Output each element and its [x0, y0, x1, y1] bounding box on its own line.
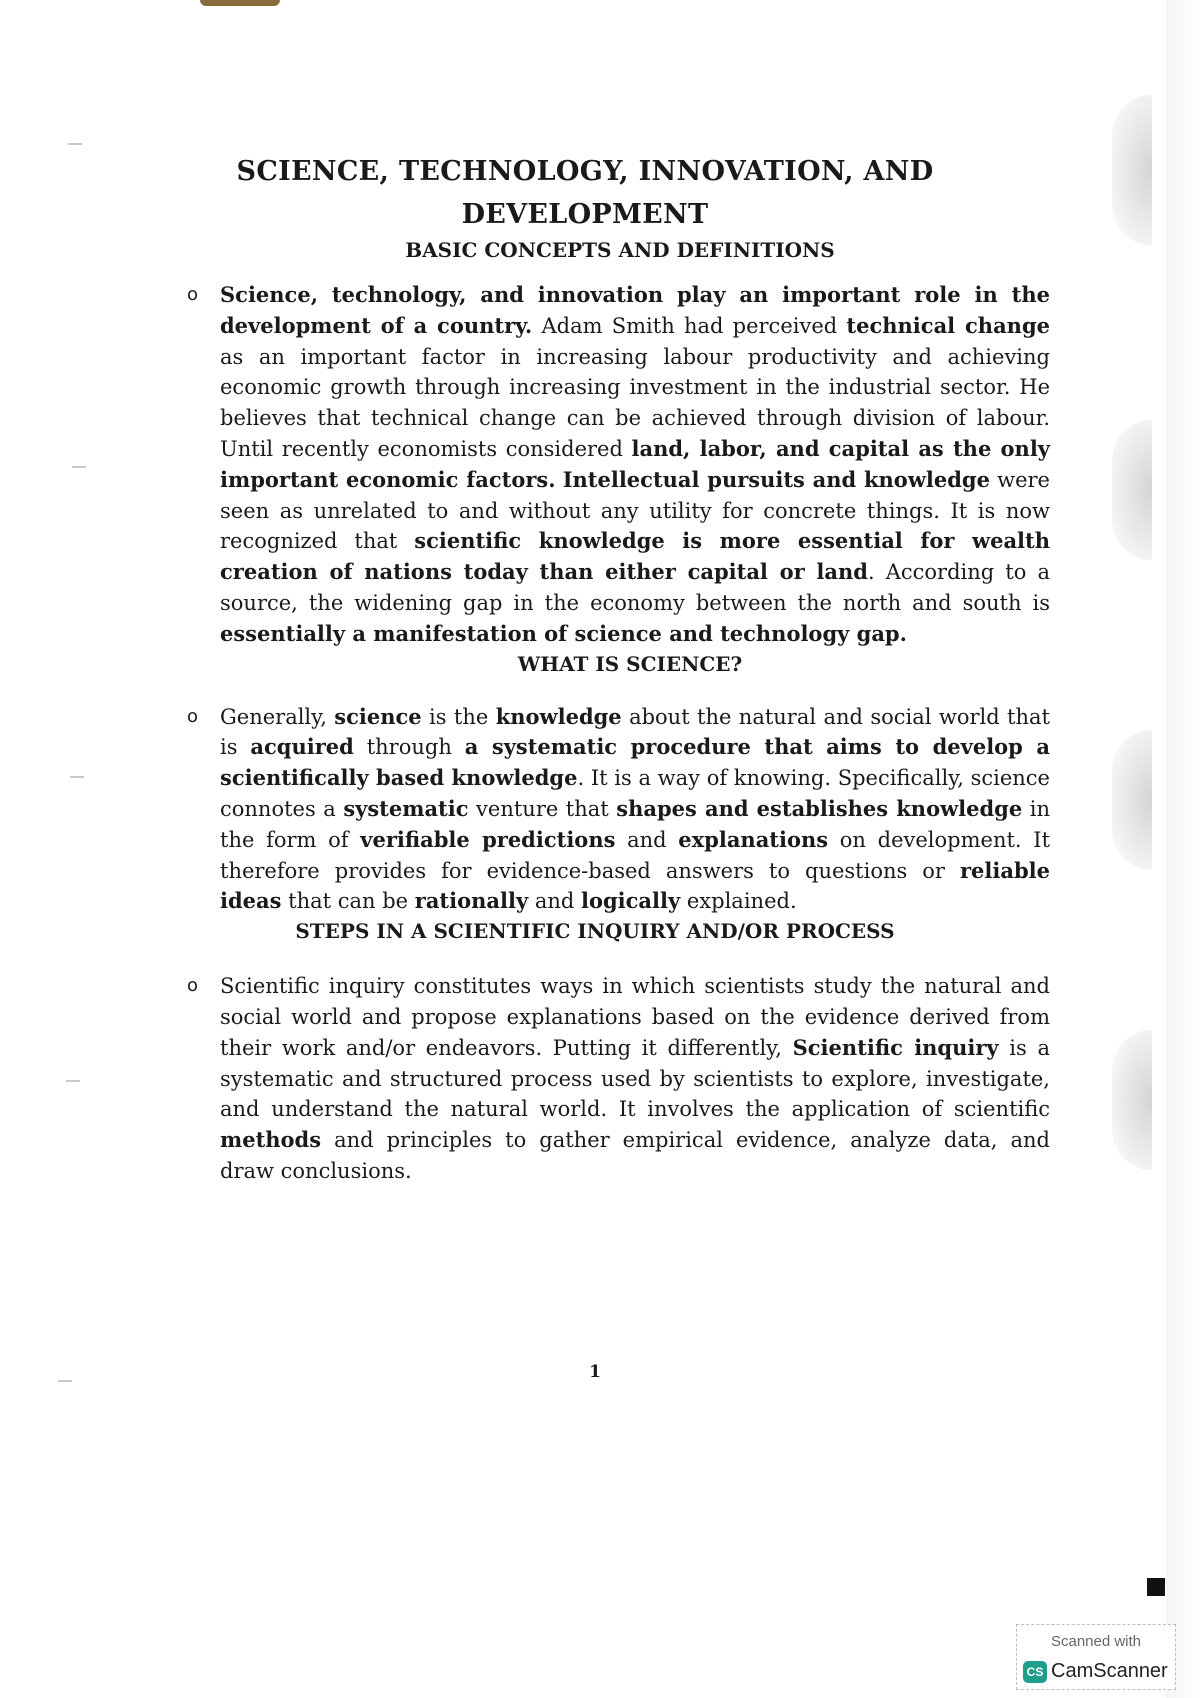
scan-marker	[1147, 1578, 1165, 1596]
text-run: . According to a source, the widening gap in the economy between the north and south is	[220, 560, 1051, 615]
text-run: about the natural and social world that is	[220, 704, 1050, 760]
page-number: 1	[589, 1362, 601, 1382]
section-heading-scientific-inquiry: STEPS IN A SCIENTIFIC INQUIRY AND/OR PROCESS	[295, 919, 895, 944]
text-run: Generally,	[220, 704, 335, 729]
bold-text: systematic	[343, 795, 469, 821]
text-run: through	[353, 735, 465, 760]
document-page	[180, 150, 1060, 1187]
title-line-2: DEVELOPMENT	[461, 199, 709, 230]
text-run: Adam Smith had perceived	[532, 313, 847, 338]
bold-text: verifiable predictions	[360, 826, 616, 852]
text-run: in the form of	[220, 796, 1050, 852]
watermark-brand: CamScanner	[1051, 1660, 1168, 1682]
watermark-caption: Scanned with	[1050, 1633, 1142, 1650]
bold-text: land, labor, and capital as the only important economic factors.	[220, 435, 1050, 492]
text-run: and principles to gather empirical evidence, analyze data, and draw conclusions.	[220, 1128, 1050, 1183]
bold-text: acquired	[250, 734, 354, 760]
text-run: explained.	[680, 889, 797, 914]
bold-text: a systematic procedure that aims to develop a scientifically based knowledge	[220, 734, 1050, 791]
page-edge-shadow	[1166, 0, 1200, 1698]
paragraph-what-is-science	[220, 702, 1050, 918]
text-run: is the	[421, 704, 496, 729]
text-run: on development. It therefore provides for evidence-based answers to questions or	[220, 827, 1051, 883]
text-run: . It is a way of knowing. Specifically, science connotes a	[220, 766, 1050, 821]
margin-shadow	[1112, 95, 1152, 245]
paragraph-basic-concepts	[220, 280, 1050, 650]
margin-shadow	[1112, 1030, 1152, 1170]
list-item	[180, 971, 1060, 1187]
bold-text: methods	[220, 1127, 322, 1153]
bold-text: science	[334, 703, 422, 729]
bold-text: technical change	[846, 312, 1050, 338]
paragraph-scientific-inquiry	[220, 971, 1050, 1187]
bold-text: shapes and establishes knowledge	[616, 795, 1023, 821]
bold-text: Science, technology, and innovation play an important role in the development of a country.	[220, 282, 1050, 338]
margin-mark	[58, 1380, 72, 1382]
text-run: as an important factor in increasing labour productivity and achieving economic growth through increasing investment in the industrial sector. He believes that technical change can be achieved through division of labour. Until recently economists considered	[220, 344, 1050, 461]
bold-text: scientific knowledge is more essential for wealth creation of nations today than either capital or land	[220, 528, 1050, 585]
margin-shadow	[1112, 730, 1152, 870]
bullet-icon: o	[187, 284, 199, 305]
title-line-1: SCIENCE, TECHNOLOGY, INNOVATION, AND	[236, 156, 934, 187]
bold-text: reliable ideas	[220, 857, 1050, 914]
text-run: is a systematic and structured process used by scientists to explore, investigate, and understand the natural world. It involves the application of scientific	[220, 1035, 1050, 1122]
camscanner-watermark	[1016, 1624, 1176, 1690]
text-run: venture that	[468, 796, 617, 821]
camscanner-logo-icon: CS	[1023, 1661, 1047, 1683]
bullet-icon: o	[187, 705, 199, 727]
bold-text: Intellectual pursuits and knowledge	[562, 466, 990, 492]
text-run: that can be	[281, 889, 415, 914]
margin-mark	[66, 1080, 80, 1082]
bold-text: rationally	[414, 888, 529, 914]
scan-smudge	[200, 0, 280, 6]
section-heading-basic-concepts: BASIC CONCEPTS AND DEFINITIONS	[405, 238, 835, 262]
margin-mark	[72, 466, 86, 468]
list-item	[180, 702, 1060, 918]
page-title	[180, 150, 970, 236]
text-run: were seen as unrelated to and without any utility for concrete things. It is now recognized that	[220, 467, 1050, 554]
bold-text: knowledge	[495, 703, 622, 729]
section-heading-what-is-science: WHAT IS SCIENCE?	[517, 651, 743, 676]
margin-mark	[70, 776, 84, 778]
text-run	[556, 468, 563, 492]
bold-text: Scientific inquiry	[792, 1034, 999, 1060]
bold-text: essentially a manifestation of science and technology gap.	[220, 620, 907, 646]
list-item	[180, 280, 1060, 650]
margin-shadow	[1112, 420, 1152, 560]
margin-mark	[68, 143, 82, 145]
text-run: and	[528, 889, 581, 914]
bullet-icon: o	[187, 975, 199, 997]
text-run: Scientific inquiry constitutes ways in which scientists study the natural and social world and propose explanations based on the evidence derived from their work and/or endeavors. Putting it differently,	[220, 974, 1050, 1060]
bold-text: explanations	[678, 826, 829, 852]
text-run: and	[615, 827, 679, 852]
bold-text: logically	[581, 888, 681, 914]
